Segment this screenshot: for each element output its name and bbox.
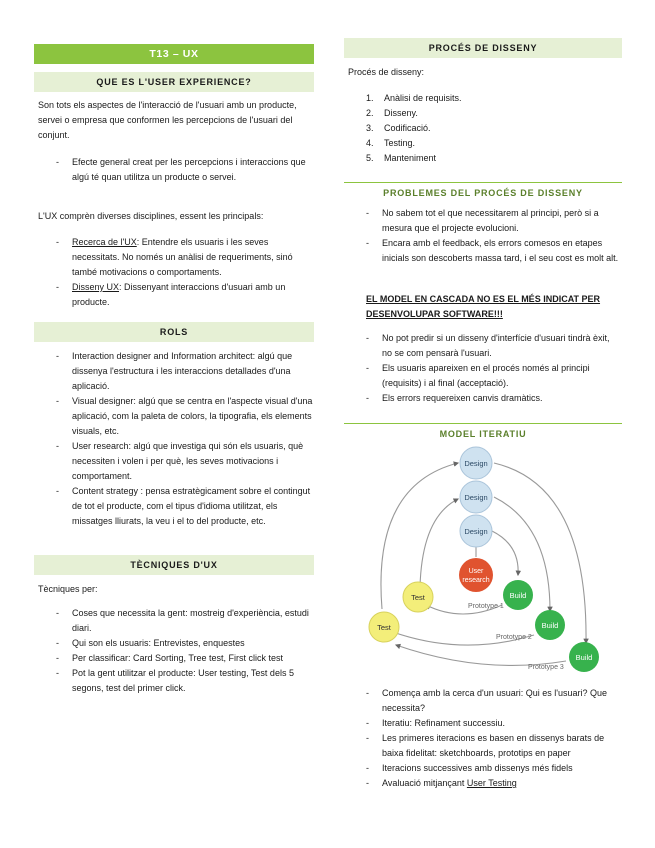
- arrow-design3-to-build1: [492, 531, 518, 575]
- list-item: - Les primeres iteracions es basen en dissenys barats de baixa fidelitat: sketchboards, prototips en paper: [344, 731, 622, 761]
- arrow-build3-to-prev: [396, 645, 566, 665]
- list-item: - Qui son els usuaris: Entrevistes, enquestes: [34, 636, 314, 651]
- tecniques-list: [34, 606, 314, 696]
- list-item: - Els errors requereixen canvis dramàtics.: [344, 391, 622, 406]
- section-heading-rols: ROLS: [34, 322, 314, 342]
- list-item: - No sabem tot el que necessitarem al principi, però si a mesura que el projecte evolucioni.: [344, 206, 622, 236]
- design-node-1: [460, 447, 492, 479]
- rols-list: [34, 349, 314, 529]
- build-node-2: [535, 610, 565, 640]
- section-heading-tecniques: TÈCNIQUES D'UX: [34, 555, 314, 575]
- list-item: - Pot la gent utilitzar el producte: User testing, Test dels 5 segons, test del primer click.: [34, 666, 314, 696]
- section-heading-proces: PROCÉS DE DISSENY: [344, 38, 622, 58]
- discipline-term: Recerca de l'UX: [72, 237, 137, 247]
- list-item: - Per classificar: Card Sorting, Tree test, First click test: [34, 651, 314, 666]
- tecniques-intro: Tècniques per:: [38, 584, 98, 594]
- arrow-test1-to-design2: [420, 499, 458, 587]
- build-node-label: Build: [509, 591, 527, 600]
- cascada-warning: EL MODEL EN CASCADA NO ES EL MÉS INDICAT PER DESENVOLUPAR SOFTWARE!!!: [366, 294, 601, 319]
- design-node-label: Design: [464, 527, 488, 536]
- ux-disciplines-intro: L'UX comprèn diverses disciplines, essent les principals:: [38, 211, 264, 221]
- page-title: T13 – UX: [34, 44, 314, 64]
- list-item: - Coses que necessita la gent: mostreig d'experiència, estudi diari.: [34, 606, 314, 636]
- list-item: - Efecte general creat per les percepcions i interaccions que algú té quan utilitza un producte o servei.: [34, 155, 314, 185]
- section-heading-problemes: PROBLEMES DEL PROCÉS DE DISSENY: [344, 182, 622, 202]
- proces-steps-list: [344, 91, 622, 166]
- iteratiu-list: [344, 686, 622, 791]
- user-research-label: User: [468, 568, 484, 575]
- test-node-2: [369, 612, 399, 642]
- ux-bullet-list: [34, 155, 314, 185]
- ux-intro-paragraph: Son tots els aspectes de l'interacció de l'usuari amb un producte, servei o empresa que conformen les percepcions de l'usuari del conjunt.: [38, 100, 297, 140]
- discipline-term: Disseny UX: [72, 282, 120, 292]
- build-node-3: [569, 642, 599, 672]
- design-node-label: Design: [464, 493, 488, 502]
- step-number: 4.: [366, 138, 374, 148]
- design-node-label: Design: [464, 459, 488, 468]
- step-number: 2.: [366, 108, 374, 118]
- list-item: [344, 776, 622, 791]
- list-item: - Els usuaris apareixen en el procés només al principi (requisits) i al final (acceptació).: [344, 361, 622, 391]
- disciplines-list: [34, 235, 314, 310]
- list-item: [344, 106, 622, 121]
- list-item: - No pot predir si un disseny d'interfície d'usuari tindrà èxit, no se com pensarà l'usuari.: [344, 331, 622, 361]
- design-node-3: [460, 515, 492, 547]
- step-number: 3.: [366, 123, 374, 133]
- problemes-list: [344, 206, 622, 266]
- discipline-text: : Dissenyant interaccions d'usuari amb un producte.: [72, 282, 286, 307]
- prototype-1-label: Prototype 1: [468, 603, 504, 610]
- section-heading-iteratiu: MODEL ITERATIU: [344, 423, 622, 443]
- test-node-label: Test: [411, 593, 425, 602]
- prototype-3-label: Prototype 3: [528, 664, 564, 671]
- step-text: Disseny.: [384, 108, 418, 118]
- step-text: Manteniment: [384, 153, 437, 163]
- list-item: - Iteratiu: Refinament successiu.: [344, 716, 622, 731]
- user-testing-link: User Testing: [466, 778, 517, 788]
- step-text: Testing.: [384, 138, 416, 148]
- design-node-2: [460, 481, 492, 513]
- prototype-2-label: Prototype 2: [496, 634, 532, 641]
- build-node-label: Build: [575, 653, 593, 662]
- test-node-label: Test: [377, 623, 391, 632]
- build-node-label: Build: [541, 621, 559, 630]
- list-item: - Iteracions successives amb dissenys més fidels: [344, 761, 622, 776]
- list-item: - Visual designer: algú que se centra en l'aspecte visual d'una aplicació, com la paleta de colors, la tipografia, els elements visuals, etc.: [34, 394, 314, 439]
- list-item: [344, 136, 622, 151]
- list-item: - User research: algú que investiga qui són els usuaris, què necessiten i volen i per què, les seves motivacions i comportament.: [34, 439, 314, 484]
- list-item: [34, 280, 314, 310]
- proces-intro: Procés de disseny:: [348, 67, 425, 77]
- list-item: [344, 151, 622, 166]
- section-heading-ux: QUE ES L'USER EXPERIENCE?: [34, 72, 314, 92]
- list-item: - Comença amb la cerca d'un usuari: Qui es l'usuari? Que necessita?: [344, 686, 622, 716]
- user-research-label: research: [462, 577, 490, 584]
- iterative-model-diagram: [362, 445, 622, 677]
- list-item: [34, 235, 314, 280]
- list-item: - Encara amb el feedback, els errors comesos en etapes inicials son descoberts massa tard, i el seu cost es molt alt.: [344, 236, 622, 266]
- list-item: - Interaction designer and Information architect: algú que dissenya l'estructura i les interaccions detallades d'una aplicació.: [34, 349, 314, 394]
- cascada-list: [344, 331, 622, 406]
- step-number: 1.: [366, 93, 374, 103]
- list-item: [344, 91, 622, 106]
- list-item: [344, 121, 622, 136]
- list-item: - Content strategy : pensa estratègicament sobre el contingut de tot el producte, com el tipus d'idioma utilitzat, els missatges lliurats, la veu i el to del producte, etc.: [34, 484, 314, 529]
- user-research-node: [459, 558, 493, 592]
- build-node-1: [503, 580, 533, 610]
- step-number: 5.: [366, 153, 374, 163]
- test-node-1: [403, 582, 433, 612]
- discipline-text: : Entendre els usuaris i les seves necessitats. No només un anàlisi de requeriments, sinó també motivacions o comportaments.: [72, 237, 293, 277]
- user-testing-prefix: Avaluació mitjançant: [382, 778, 467, 788]
- step-text: Anàlisi de requisits.: [384, 93, 462, 103]
- step-text: Codificació.: [384, 123, 431, 133]
